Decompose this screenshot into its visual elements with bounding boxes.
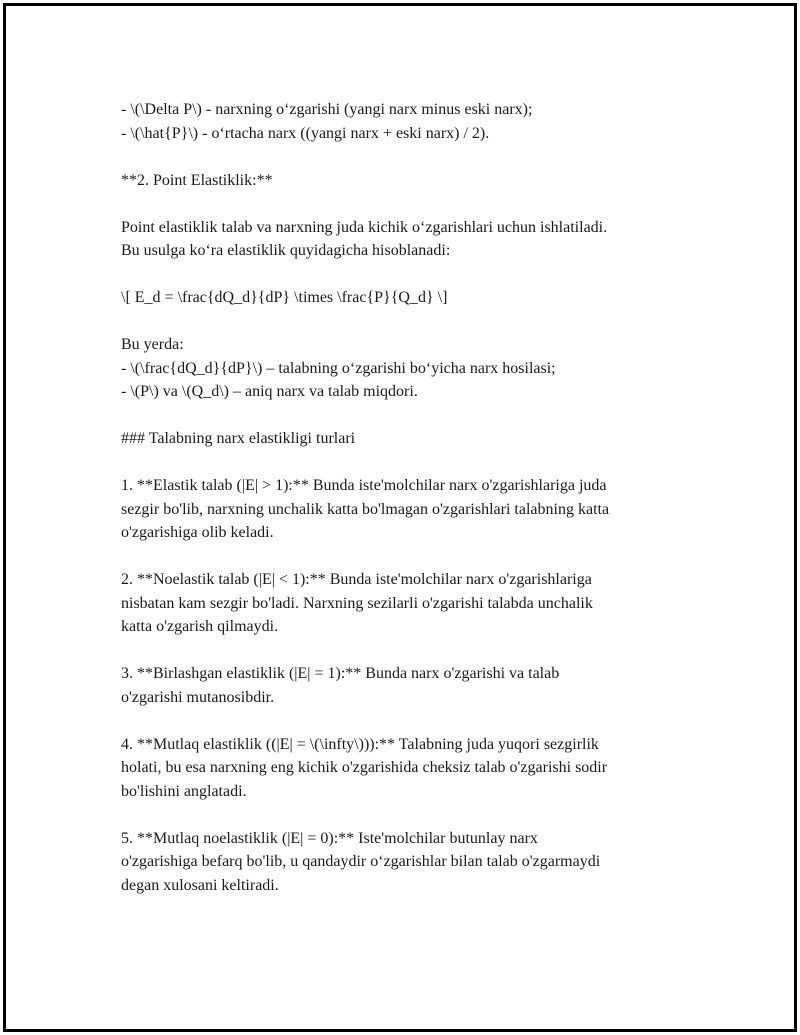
paragraph-where-definitions [121,333,701,404]
list-item-perfect-inelasticity [121,827,701,898]
text-line: - \(\Delta P\) - narxning o‘zgarishi (yangi narx minus eski narx); [121,101,533,118]
text-line: 1. **Elastik talab (|E| > 1):** Bunda iste'molchilar narx o'zgarishlariga juda [121,477,607,494]
text-line: o'zgarishiga befarq bo'lib, u qandaydir o‘zgarishlar bilan talab o'zgarmaydi [121,853,601,870]
text-line: Point elastiklik talab va narxning juda kichik o‘zgarishlari uchun ishlatiladi. [121,218,608,236]
text-line: sezgir bo'lib, narxning unchalik katta bo'lmagan o'zgarishlari talabning katta [121,500,610,518]
text-line: 4. **Mutlaq elastiklik ((|E| = \(\infty\))):** Talabning juda yuqori sezgirlik [121,735,599,753]
list-item-inelastic-demand [121,568,701,639]
text-line: degan xulosani keltiradi. [121,876,279,894]
text-line: 3. **Birlashgan elastiklik (|E| = 1):** Bunda narx o'zgarishi va talab [121,665,560,682]
text-line: o'zgarishiga olib keladi. [121,524,274,541]
text-line: **2. Point Elastiklik:** [121,171,273,189]
section-heading-elasticity-types [121,427,701,451]
text-line: - \(\frac{dQ_d}{dP}\) – talabning o‘zgarishi bo‘yicha narx hosilasi; [121,359,556,377]
text-line: bo'lishini anglatadi. [121,782,247,800]
paragraph-point-elasticity-intro [121,216,701,263]
list-item-elastic-demand [121,474,701,545]
text-line: 2. **Noelastik talab (|E| < 1):** Bunda iste'molchilar narx o'zgarishlariga [121,571,592,588]
text-line: ### Talabning narx elastikligi turlari [121,430,356,447]
list-item-unit-elasticity [121,662,701,709]
list-item-perfect-elasticity [121,733,701,804]
text-line: Bu usulga ko‘ra elastiklik quyidagicha hisoblanadi: [121,242,451,259]
text-line: Bu yerda: [121,336,184,353]
text-line: - \(\hat{P}\) - o‘rtacha narx ((yangi narx + eski narx) / 2). [121,124,490,142]
text-line: o'zgarishi mutanosibdir. [121,688,275,706]
document-page [3,3,797,1032]
section-heading-point-elasticity [121,169,701,193]
paragraph-delta-definitions [121,98,701,145]
text-line: holati, bu esa narxning eng kichik o'zgarishida cheksiz talab o'zgarishi sodir [121,759,608,776]
text-line: nisbatan kam sezgir bo'ladi. Narxning sezilarli o'zgarishi talabda unchalik [121,594,593,612]
formula-point-elasticity [121,286,701,310]
text-line: katta o'zgarish qilmaydi. [121,618,279,635]
document-body [121,98,701,897]
text-line: 5. **Mutlaq noelastiklik (|E| = 0):** Iste'molchilar butunlay narx [121,829,538,847]
text-line: - \(P\) va \(Q_d\) – aniq narx va talab miqdori. [121,383,418,400]
text-line: \[ E_d = \frac{dQ_d}{dP} \times \frac{P}{Q_d} \] [121,289,448,306]
